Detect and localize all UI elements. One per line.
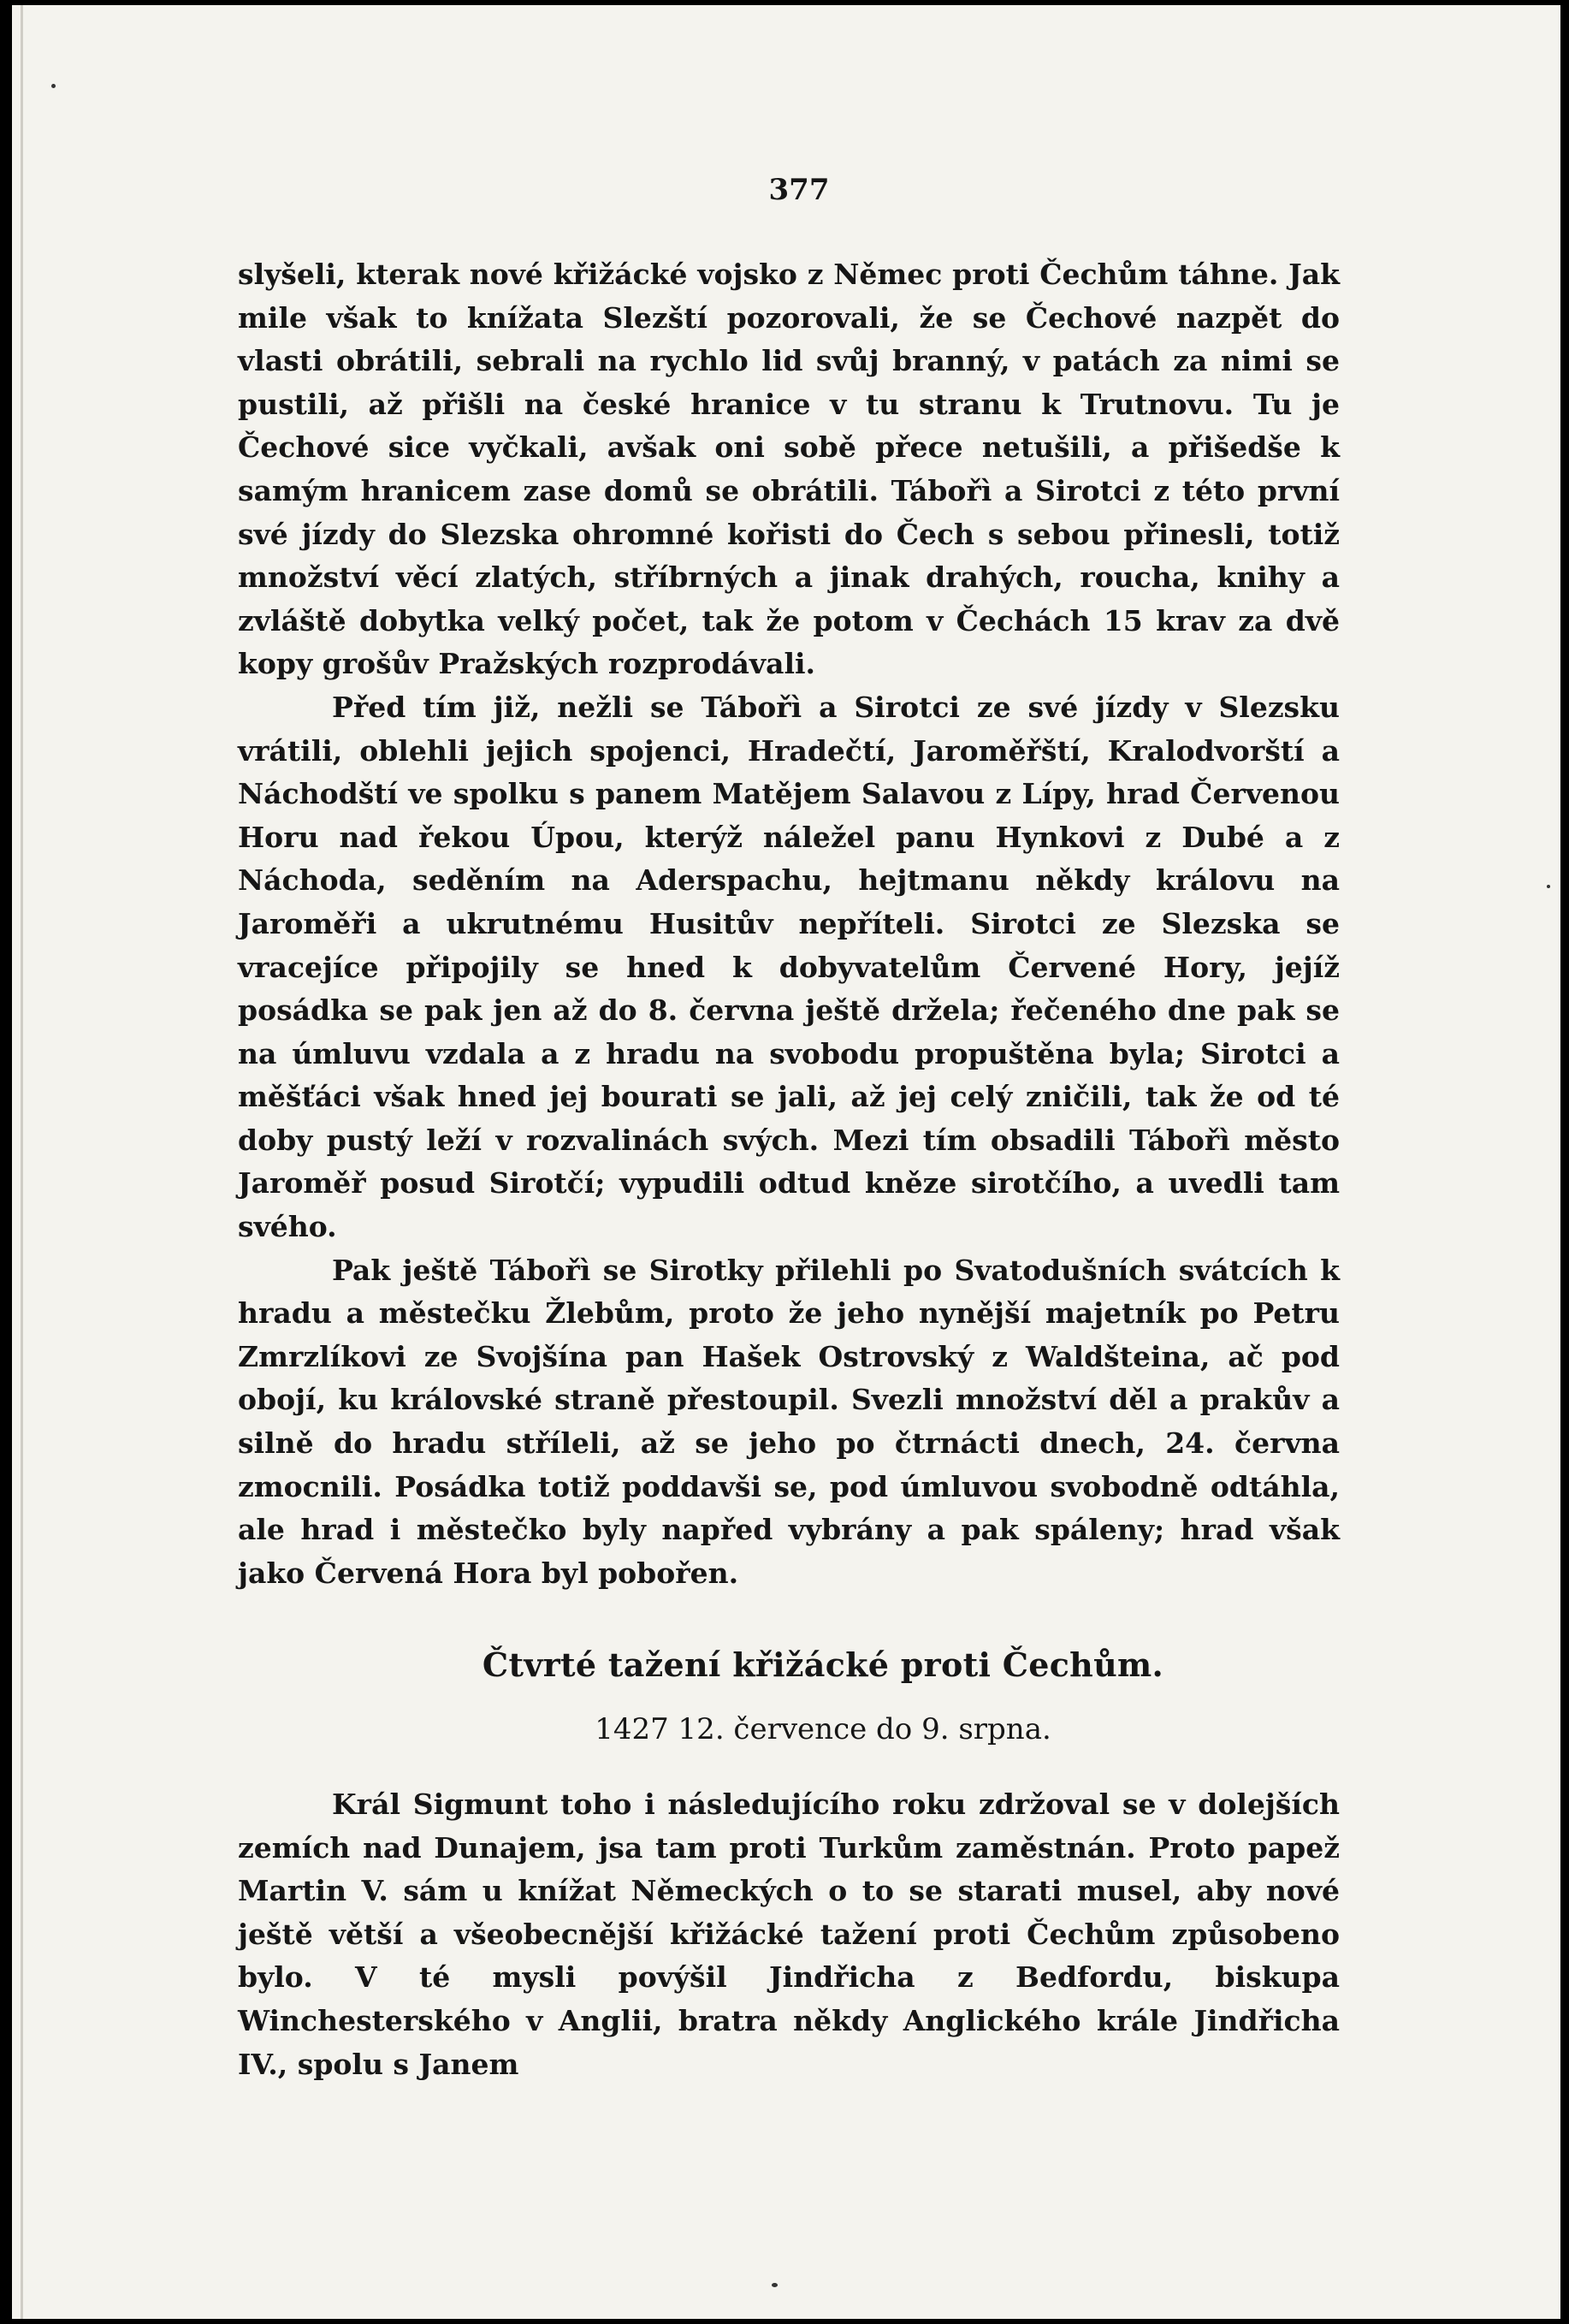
page-edge-line <box>21 5 23 2319</box>
ink-speck <box>51 84 56 88</box>
page-number: 377 <box>768 173 830 207</box>
paragraph: Král Sigmunt toho i následujícího roku zdržoval se v dolejších zemích nad Dunajem, jsa tam proti Turkům zaměstnán. Proto papež Martin V. sám u knížat Německých o to se starati musel, aby nové ještě větší a všeobecnější křižácké tažení proti Čechům způsobeno bylo. V té mysli povýšil Jindřicha z Bedfordu, biskupa Winchesterského v Anglii, bratra někdy Anglického krále Jindřicha IV., spolu s Janem <box>238 1787 1340 2081</box>
book-page <box>12 5 1560 2319</box>
text-block-bottom <box>238 1783 1340 2086</box>
section-dates: 1427 12. července do 9. srpna. <box>595 1712 1051 1746</box>
ink-speck <box>1547 885 1550 888</box>
paragraph: Před tím již, nežli se Tábořì a Sirotci ze své jízdy v Slezsku vrátili, oblehli jejich spojenci, Hradečtí, Jaroměřští, Kralodvorští a Náchodští ve spolku s panem Matějem Salavou z Lípy, hrad Červenou Horu nad řekou Úpou, kterýž náležel panu Hynkovi z Dubé a z Náchoda, seděním na Aderspachu, hejtmanu někdy královu na Jaroměři a ukrutnému Husitův nepříteli. Sirotci ze Slezska se vracejíce připojily se hned k dobyvatelům Červené Hory, jejíž posádka se pak jen až do 8. června ještě držela; řečeného dne pak se na úmluvu vzdala a z hradu na svobodu propuštěna byla; Sirotci a měšťáci však hned jej bourati se jali, až jej celý zničili, tak že od té doby pustý leží v rozvalinách svých. Mezi tím obsadili Tábořì město Jaroměř posud Sirotčí; vypudili odtud kněze sirotčího, a uvedli tam svého. <box>238 690 1340 1244</box>
text-block-top <box>238 253 1340 1595</box>
paragraph: slyšeli, kterak nové křižácké vojsko z Němec proti Čechům táhne. Jak mile však to knížata Slezští pozorovali, že se Čechové nazpět do vlasti obrátili, sebrali na rychlo lid svůj branný, v patách za nimi se pustili, až přišli na české hranice v tu stranu k Trutnovu. Tu je Čechové sice vyčkali, avšak oni sobě přece netušili, a přišedše k samým hranicem zase domů se obrátili. Tábořì a Sirotci z této první své jízdy do Slezska ohromné kořisti do Čech s sebou přinesli, totiž množství věcí zlatých, stříbrných a jinak drahých, roucha, knihy a zvláště dobytka velký počet, tak že potom v Čechách 15 krav za dvě kopy grošův Pražských rozprodávali. <box>238 258 1340 681</box>
paragraph: Pak ještě Tábořì se Sirotky přilehli po Svatodušních svátcích k hradu a městečku Žlebům, proto že jeho nynější majetník po Petru Zmrzlíkovi ze Svojšína pan Hašek Ostrovský z Waldšteina, ač pod obojí, ku královské straně přestoupil. Svezli množství děl a prakův a silně do hradu stříleli, až se jeho po čtrnácti dnech, 24. června zmocnili. Posádka totiž poddavši se, pod úmluvou svobodně odtáhla, ale hrad i městečko byly napřed vybrány a pak spáleny; hrad však jako Červená Hora byl pobořen. <box>238 1253 1340 1590</box>
section-title: Čtvrté tažení křižácké proti Čechům. <box>482 1645 1164 1684</box>
ink-speck <box>772 2283 778 2287</box>
